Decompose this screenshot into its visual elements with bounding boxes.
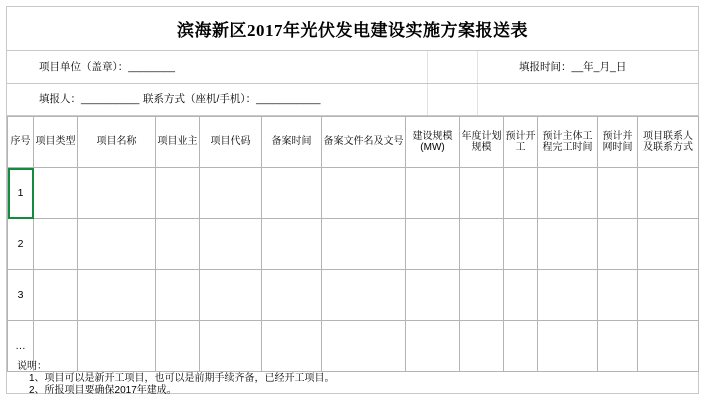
- cell-project-name[interactable]: [78, 270, 156, 321]
- cell-divider: [477, 51, 478, 83]
- column-header-grid-connection-time: 预计并网时间: [598, 117, 638, 168]
- cell-divider: [427, 51, 428, 83]
- column-header-project-code: 项目代码: [200, 117, 262, 168]
- column-header-project-owner: 项目业主: [156, 117, 200, 168]
- column-header-project-name: 项目名称: [78, 117, 156, 168]
- cell-project-code[interactable]: [200, 219, 262, 270]
- column-header-record-document: 备案文件名及文号: [322, 117, 406, 168]
- cell-planned-start[interactable]: [504, 219, 538, 270]
- info-row-person-contact: [7, 84, 698, 116]
- cell-divider: [427, 84, 428, 115]
- cell-main-completion-time[interactable]: [538, 168, 598, 219]
- cell-construction-scale[interactable]: [406, 219, 460, 270]
- cell-grid-connection-time[interactable]: [598, 270, 638, 321]
- column-header-index: 序号: [8, 117, 34, 168]
- table-row[interactable]: [8, 270, 699, 321]
- info-row-unit-date: [7, 51, 698, 84]
- cell-main-completion-time[interactable]: [538, 270, 598, 321]
- page-title: 滨海新区2017年光伏发电建设实施方案报送表: [177, 21, 528, 40]
- cell-project-name[interactable]: [78, 219, 156, 270]
- cell-record-document[interactable]: [322, 270, 406, 321]
- notes-line-1: 1、项目可以是新开工项目，也可以是前期手续齐备，已经开工项目。: [29, 373, 335, 384]
- column-header-project-contact: 项目联系人及联系方式: [638, 117, 699, 168]
- cell-project-owner[interactable]: [156, 270, 200, 321]
- row-index-cell[interactable]: 3: [8, 270, 34, 321]
- contact-method-label: 联系方式（座机/手机）：___________: [143, 93, 321, 105]
- project-unit-label: 项目单位（盖章）：________: [39, 61, 175, 73]
- column-header-record-time: 备案时间: [262, 117, 322, 168]
- document-title-row: [7, 7, 698, 51]
- column-header-main-completion-time: 预计主体工程完工时间: [538, 117, 598, 168]
- row-index-cell[interactable]: …: [8, 321, 34, 372]
- cell-project-owner[interactable]: [156, 168, 200, 219]
- cell-project-type[interactable]: [34, 168, 78, 219]
- table-row[interactable]: [8, 219, 699, 270]
- cell-construction-scale[interactable]: [406, 270, 460, 321]
- cell-project-contact[interactable]: [638, 168, 699, 219]
- row-index-cell[interactable]: 2: [8, 219, 34, 270]
- cell-record-document[interactable]: [322, 168, 406, 219]
- cell-record-document[interactable]: [322, 219, 406, 270]
- cell-project-type[interactable]: [34, 219, 78, 270]
- cell-record-time[interactable]: [262, 219, 322, 270]
- cell-record-time[interactable]: [262, 270, 322, 321]
- cell-main-completion-time[interactable]: [538, 219, 598, 270]
- notes-section: [7, 359, 698, 394]
- cell-project-type[interactable]: [34, 270, 78, 321]
- cell-project-name[interactable]: [78, 168, 156, 219]
- cell-annual-plan-scale[interactable]: [460, 270, 504, 321]
- cell-project-code[interactable]: [200, 168, 262, 219]
- column-header-planned-start: 预计开工: [504, 117, 538, 168]
- report-date-label: 填报时间：__年_月_日: [519, 61, 627, 73]
- cell-project-contact[interactable]: [638, 219, 699, 270]
- row-index-cell[interactable]: 1: [8, 168, 34, 219]
- project-table: [7, 116, 699, 372]
- cell-divider: [477, 84, 478, 115]
- cell-project-owner[interactable]: [156, 219, 200, 270]
- cell-project-contact[interactable]: [638, 270, 699, 321]
- cell-planned-start[interactable]: [504, 168, 538, 219]
- cell-grid-connection-time[interactable]: [598, 219, 638, 270]
- cell-grid-connection-time[interactable]: [598, 168, 638, 219]
- notes-heading: 说明：: [17, 361, 47, 372]
- reporter-name-label: 填报人：__________: [39, 93, 140, 105]
- cell-annual-plan-scale[interactable]: [460, 219, 504, 270]
- cell-record-time[interactable]: [262, 168, 322, 219]
- column-header-project-type: 项目类型: [34, 117, 78, 168]
- cell-annual-plan-scale[interactable]: [460, 168, 504, 219]
- cell-planned-start[interactable]: [504, 270, 538, 321]
- column-header-construction-scale: 建设规模(MW): [406, 117, 460, 168]
- cell-project-code[interactable]: [200, 270, 262, 321]
- table-header-row: [8, 117, 699, 168]
- spreadsheet-sheet: [6, 6, 699, 394]
- table-row[interactable]: [8, 168, 699, 219]
- notes-line-2: 2、所报项目要确保2017年建成。: [29, 385, 177, 396]
- cell-construction-scale[interactable]: [406, 168, 460, 219]
- column-header-annual-plan-scale: 年度计划规模: [460, 117, 504, 168]
